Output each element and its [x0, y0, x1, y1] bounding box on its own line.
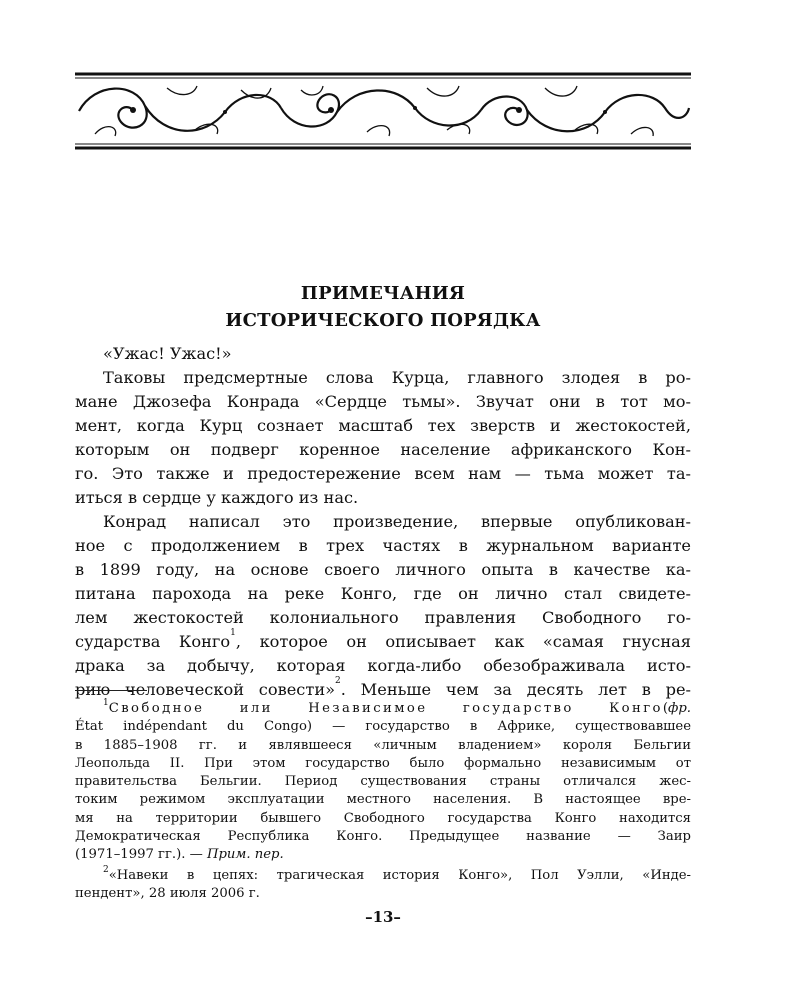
p3-line-8 [75, 678, 691, 702]
translator-note: Прим. пер. [206, 847, 284, 863]
footnote-2-mark: 2 [103, 864, 109, 875]
footnote-1-line-6: токим режимом эксплуатации местного населения. В настоящее вре- [75, 792, 691, 808]
footnote-ref-1[interactable]: 1 [230, 628, 236, 638]
footnote-2-text-1: «Навеки в цепях: трагическая история Конго», Пол Уэлли, «Инде- [108, 867, 691, 883]
paragraph-1: «Ужас! Ужас!» [103, 344, 232, 363]
footnote-1-line-9 [75, 846, 691, 864]
footnote-1-spaced-term: Свободное или Независимое государство Конго [108, 701, 663, 716]
chapter-title [75, 280, 691, 334]
footnote-1-line-4: Леопольда II. При этом государство было формально независимым от [75, 755, 691, 771]
footnote-1-line-7: мя на территории бывшего Свободного государства Конго находится [75, 810, 691, 826]
p2-line-6: иться в сердце у каждого из нас. [75, 488, 359, 507]
p3-line-2: ное с продолжением в трех частях в журнальном варианте [75, 536, 691, 555]
footnote-1-line-3: в 1885–1908 гг. и являвшееся «личным владением» короля Бельгии [75, 737, 691, 753]
footnotes [75, 700, 691, 903]
p3-line-7: драка за добычу, которая когда-либо обезображивала исто- [75, 656, 691, 675]
body-text [75, 342, 691, 702]
p3-line-6 [75, 630, 691, 654]
footnote-1-lang-abbr: фр. [668, 701, 691, 716]
footnote-1-line-2: État indépendant du Congo) — государство в Африке, существовавшее [75, 719, 691, 735]
footnote-1-years: (1971–1997 гг.). — [75, 847, 207, 863]
p3-line-6-start: сударства Конго [75, 632, 231, 651]
p3-line-1: Конрад написал это произведение, впервые опубликован- [103, 512, 691, 531]
p2-line-5: го. Это также и предостережение всем нам — тьма может та- [75, 464, 691, 483]
floral-scroll-ornament-icon [75, 68, 691, 154]
footnote-1-line-8: Демократическая Республика Конго. Предыдущее название — Заир [75, 829, 691, 845]
chapter-title-line-1: ПРИМЕЧАНИЯ [300, 283, 466, 304]
page-number: –13– [365, 908, 401, 926]
footnote-1-line-5: правительства Бельгии. Период существования страны отличался жес- [75, 774, 691, 790]
p3-line-8-end: . Меньше чем за десять лет в ре- [340, 680, 691, 699]
p2-line-2: мане Джозефа Конрада «Сердце тьмы». Звучат они в тот мо- [75, 392, 691, 411]
p2-line-3: мент, когда Курц сознает масштаб тех зверств и жестокостей, [75, 416, 691, 435]
footnote-1 [75, 700, 691, 865]
p3-line-5: лем жестокостей колониального правления Свободного го- [75, 608, 691, 627]
footnote-1-line-1 [75, 700, 691, 718]
p3-line-4: питана парохода на реке Конго, где он лично стал свидете- [75, 584, 691, 603]
p2-line-4: которым он подверг коренное население африканского Кон- [75, 440, 691, 459]
chapter-title-line-2: ИСТОРИЧЕСКОГО ПОРЯДКА [225, 310, 541, 331]
p3-line-6-end: , которое он описывает как «самая гнусная [235, 632, 691, 651]
footnote-2 [75, 864, 691, 904]
p2-line-1: Таковы предсмертные слова Курца, главного злодея в ро- [103, 368, 691, 387]
footnote-2-line-2: пендент», 28 июля 2006 г. [75, 885, 260, 901]
footnote-divider [75, 690, 147, 691]
footnote-1-mark: 1 [103, 698, 109, 708]
footnote-2-line-1 [75, 864, 691, 885]
p3-line-3: в 1899 году, на основе своего личного опыта в качестве ка- [75, 560, 691, 579]
p3-line-8-start: рию человеческой совести» [75, 680, 336, 699]
footnote-1-paren: ( [662, 701, 669, 716]
footnote-ref-2[interactable]: 2 [335, 676, 341, 686]
